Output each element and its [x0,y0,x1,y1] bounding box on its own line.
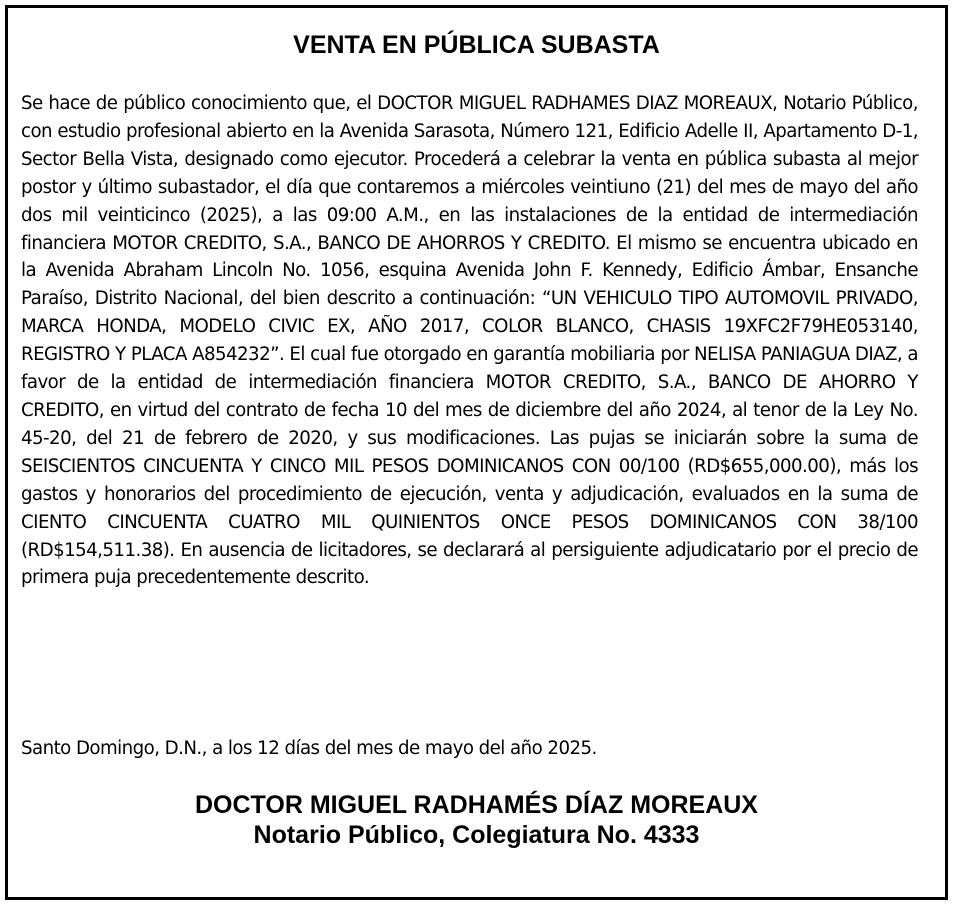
notice-title: VENTA EN PÚBLICA SUBASTA [293,31,660,59]
place-date-line: Santo Domingo, D.N., a los 12 días del mes de mayo del año 2025. [21,738,597,759]
signatory-role: Notario Público, Colegiatura No. 4333 [253,821,700,849]
signatory-name: DOCTOR MIGUEL RADHAMÉS DÍAZ MOREAUX [195,791,758,819]
notice-body: Se hace de público conocimiento que, el DOCTOR MIGUEL RADHAMES DIAZ MOREAUX, Notario Público, con estudio profesional abierto en la Avenida Sarasota, Número 121, Edificio Adelle II, Apartamento D-1, Sector Bella Vista, designado como ejecutor. Procederá a celebrar la venta en pública subasta al mejor postor y último subastador, el día que contaremos a miércoles veintiuno (21) del mes de mayo del año dos mil veinticinco (2025), a las 09:00 A.M., en las instalaciones de la entidad de intermediación financiera MOTOR CREDITO, S.A., BANCO DE AHORROS Y CREDITO. El mismo se encuentra ubicado en la Avenida Abraham Lincoln No. 1056, esquina Avenida John F. Kennedy, Edificio Ámbar, Ensanche Paraíso, Distrito Nacional, del bien descrito a continuación: “UN VEHICULO TIPO AUTOMOVIL PRIVADO, MARCA HONDA, MODELO CIVIC EX, AÑO 2017, COLOR BLANCO, CHASIS 19XFC2F79HE053140, REGISTRO Y PLACA A854232”. El cual fue otorgado en garantía mobiliaria por NELISA PANIAGUA DIAZ, a favor de la entidad de intermediación financiera MOTOR CREDITO, S.A., BANCO DE AHORRO Y CREDITO, en virtud del contrato de fecha 10 del mes de diciembre del año 2024, al tenor de la Ley No. 45-20, del 21 de febrero de 2020, y sus modificaciones. Las pujas se iniciarán sobre la suma de SEISCIENTOS CINCUENTA Y CINCO MIL PESOS DOMINICANOS CON 00/100 (RD$655,000.00), más los gastos y honorarios del procedimiento de ejecución, venta y adjudicación, evaluados en la suma de CIENTO CINCUENTA CUATRO MIL QUINIENTOS ONCE PESOS DOMINICANOS CON 38/100 (RD$154,511.38). En ausencia de licitadores, se declarará al persiguiente adjudicatario por el precio de primera puja precedentemente descrito. [21,93,918,589]
signature-block [0,790,953,850]
